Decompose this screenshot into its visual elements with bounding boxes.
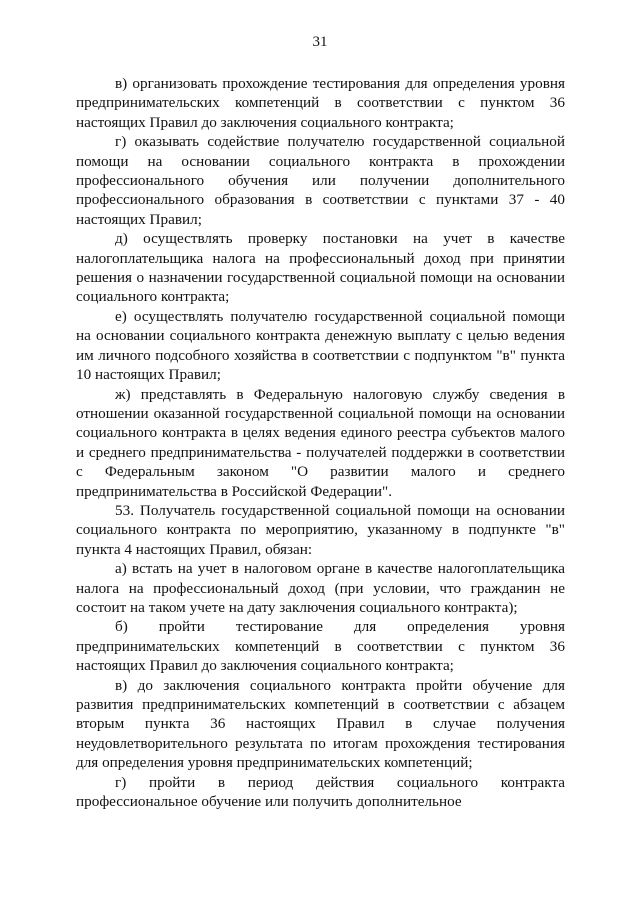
page-number: 31 [312, 34, 328, 50]
paragraph-zh-tax-service: ж) представлять в Федеральную налоговую службу сведения в отношении оказанной государственной социальной помощи на основании социального контракта в целях ведения единого реестра субъектов малого и среднего предпринимательства - получателей поддержки в соответствии с Федеральным законом "О развитии малого и среднего предпринимательства в Российской Федерации". [76, 385, 565, 500]
paragraph-a-register: а) встать на учет в налоговом органе в качестве налогоплательщика налога на профессиональный доход (при условии, что гражданин не состоит на таком учете на дату заключения социального контракта); [76, 560, 565, 616]
paragraph-e-payment: е) осуществлять получателю государственной социальной помощи на основании социального контракта денежную выплату с целью ведения им личного подсобного хозяйства в соответствии с подпунктом "в" пункта 10 настоящих Правил; [76, 307, 565, 384]
paragraph-v-training: в) до заключения социального контракта пройти обучение для развития предпринимательских компетенций в соответствии с абзацем вторым пункта 36 настоящих Правил в случае получения неудовлетворительного результата по итогам прохождения тестирования для определения уровня предпринимательских компетенций; [76, 676, 565, 772]
paragraph-g-education: г) пройти в период действия социального контракта профессиональное обучение или получить дополнительное [76, 773, 565, 811]
paragraph-b-testing: б) пройти тестирование для определения уровня предпринимательских компетенций в соответствии с пунктом 36 настоящих Правил до заключения социального контракта; [76, 618, 565, 675]
paragraph-53-obligations: 53. Получатель государственной социальной помощи на основании социального контракта по мероприятию, указанному в подпункте "в" пункта 4 настоящих Правил, обязан: [76, 501, 565, 558]
document-body [76, 74, 565, 811]
paragraph-d-tax-check: д) осуществлять проверку постановки на учет в качестве налогоплательщика налога на профессиональный доход при принятии решения о назначении государственной социальной помощи на основании социального контракта; [76, 230, 565, 306]
paragraph-g-assistance: г) оказывать содействие получателю государственной социальной помощи на основании социального контракта в прохождении профессионального обучения или получении дополнительного профессионального образования в соответствии с пунктами 37 - 40 настоящих Правил; [76, 133, 565, 228]
paragraph-v-testing: в) организовать прохождение тестирования для определения уровня предпринимательских компетенций в соответствии с пунктом 36 настоящих Правил до заключения социального контракта; [76, 75, 565, 131]
